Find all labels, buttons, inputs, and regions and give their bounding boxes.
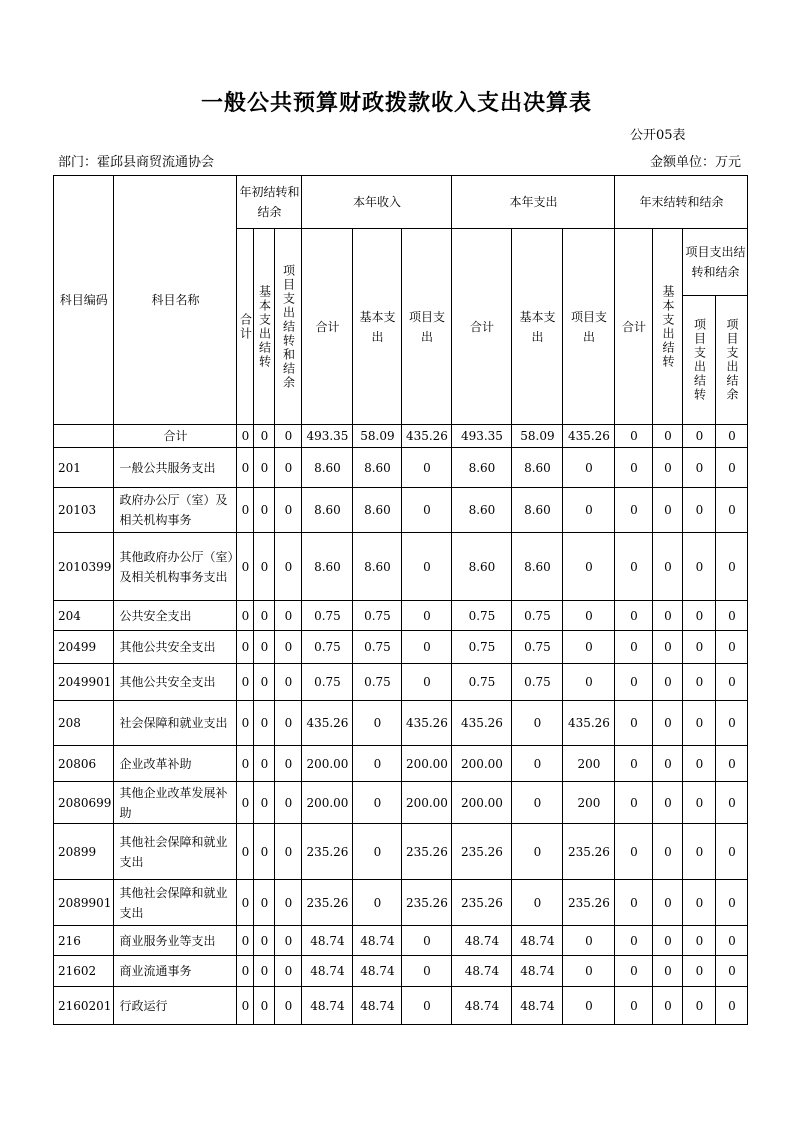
cell-name: 其他政府办公厅（室）及相关机构事务支出	[114, 533, 237, 601]
cell-value: 0	[254, 425, 275, 448]
cell-value: 8.60	[512, 488, 563, 533]
budget-table	[53, 175, 748, 1025]
cell-value: 0	[275, 533, 302, 601]
cell-value: 0.75	[512, 664, 563, 701]
cell-value: 493.35	[452, 425, 512, 448]
cell-value: 0	[683, 448, 716, 488]
table-row	[54, 746, 748, 782]
cell-value: 0	[237, 448, 254, 488]
table-row	[54, 533, 748, 601]
cell-value: 0	[275, 425, 302, 448]
cell-value: 0	[683, 782, 716, 824]
cell-value: 0	[653, 701, 683, 746]
header-end: 年末结转和结余	[615, 176, 748, 229]
cell-name: 其他社会保障和就业支出	[114, 824, 237, 880]
cell-value: 0	[615, 956, 653, 987]
cell-value: 48.74	[512, 956, 563, 987]
table-row	[54, 701, 748, 746]
cell-value: 0	[716, 664, 748, 701]
cell-code: 2049901	[54, 664, 114, 701]
cell-value: 0	[716, 448, 748, 488]
cell-value: 0	[716, 746, 748, 782]
cell-value: 235.26	[302, 824, 353, 880]
cell-value: 0	[653, 926, 683, 956]
cell-value: 0	[237, 701, 254, 746]
cell-value: 0	[254, 746, 275, 782]
cell-value: 0	[512, 782, 563, 824]
cell-value: 0	[653, 664, 683, 701]
cell-name: 其他公共安全支出	[114, 631, 237, 664]
cell-value: 0.75	[302, 631, 353, 664]
table-row	[54, 488, 748, 533]
table-row	[54, 631, 748, 664]
header-income-basic: 基本支出	[353, 229, 402, 425]
cell-value: 0	[716, 533, 748, 601]
cell-value: 0	[683, 824, 716, 880]
cell-value: 48.74	[353, 926, 402, 956]
cell-value: 0	[563, 533, 615, 601]
cell-value: 0	[563, 448, 615, 488]
cell-value: 0	[237, 488, 254, 533]
cell-value: 0	[563, 601, 615, 631]
cell-value: 8.60	[452, 488, 512, 533]
cell-value: 0	[563, 956, 615, 987]
cell-value: 235.26	[452, 880, 512, 926]
table-row	[54, 664, 748, 701]
cell-code: 216	[54, 926, 114, 956]
cell-code: 2089901	[54, 880, 114, 926]
cell-value: 0.75	[302, 601, 353, 631]
cell-value: 0	[275, 746, 302, 782]
cell-value: 0	[716, 880, 748, 926]
cell-value: 235.26	[563, 824, 615, 880]
cell-value: 8.60	[452, 448, 512, 488]
cell-value: 0.75	[353, 631, 402, 664]
cell-value: 200	[563, 746, 615, 782]
cell-value: 0	[563, 488, 615, 533]
cell-value: 0.75	[452, 664, 512, 701]
cell-value: 435.26	[563, 425, 615, 448]
cell-value: 200.00	[302, 746, 353, 782]
cell-value: 8.60	[353, 448, 402, 488]
header-begin-basic: 基本支出结转	[257, 284, 272, 369]
cell-name: 社会保障和就业支出	[114, 701, 237, 746]
table-row	[54, 926, 748, 956]
cell-code: 2010399	[54, 533, 114, 601]
cell-value: 0	[615, 746, 653, 782]
cell-code	[54, 425, 114, 448]
cell-name: 商业服务业等支出	[114, 926, 237, 956]
cell-value: 0	[254, 987, 275, 1025]
cell-value: 0	[615, 782, 653, 824]
cell-value: 0	[353, 746, 402, 782]
cell-value: 48.74	[512, 987, 563, 1025]
header-end-project: 项目支出结转和结余	[683, 229, 748, 296]
cell-value: 0	[254, 533, 275, 601]
cell-value: 58.09	[353, 425, 402, 448]
cell-name: 其他企业改革发展补助	[114, 782, 237, 824]
header-code: 科目编码	[54, 176, 114, 425]
header-expense-project: 项目支出	[563, 229, 615, 425]
cell-value: 0	[237, 926, 254, 956]
cell-value: 0	[237, 782, 254, 824]
cell-value: 0.75	[452, 601, 512, 631]
cell-value: 0.75	[452, 631, 512, 664]
cell-value: 0	[653, 448, 683, 488]
cell-value: 0	[237, 880, 254, 926]
cell-value: 0	[653, 987, 683, 1025]
cell-value: 0	[615, 448, 653, 488]
header-end-project-carry: 项目支出结转	[692, 318, 707, 402]
cell-value: 0	[237, 631, 254, 664]
cell-value: 0	[402, 533, 452, 601]
cell-value: 435.26	[402, 425, 452, 448]
cell-value: 0	[563, 631, 615, 664]
cell-value: 48.74	[512, 926, 563, 956]
cell-code: 20806	[54, 746, 114, 782]
page-title: 一般公共预算财政拨款收入支出决算表	[200, 90, 592, 116]
cell-value: 8.60	[452, 533, 512, 601]
cell-name: 公共安全支出	[114, 601, 237, 631]
cell-name: 行政运行	[114, 987, 237, 1025]
cell-value: 48.74	[302, 956, 353, 987]
cell-value: 8.60	[512, 533, 563, 601]
cell-value: 8.60	[512, 448, 563, 488]
cell-value: 0	[683, 601, 716, 631]
cell-value: 0	[237, 664, 254, 701]
cell-value: 0	[683, 631, 716, 664]
header-expense-total: 合计	[452, 229, 512, 425]
table-row	[54, 880, 748, 926]
cell-value: 0	[237, 956, 254, 987]
table-row	[54, 956, 748, 987]
cell-value: 0.75	[512, 631, 563, 664]
cell-value: 235.26	[452, 824, 512, 880]
cell-value: 0	[254, 601, 275, 631]
cell-value: 0	[615, 533, 653, 601]
cell-value: 8.60	[302, 488, 353, 533]
cell-value: 0	[275, 664, 302, 701]
cell-value: 200	[563, 782, 615, 824]
cell-value: 48.74	[302, 926, 353, 956]
cell-code: 208	[54, 701, 114, 746]
cell-value: 235.26	[402, 824, 452, 880]
cell-value: 0	[353, 701, 402, 746]
cell-value: 0	[275, 631, 302, 664]
cell-value: 0	[512, 701, 563, 746]
cell-name: 企业改革补助	[114, 746, 237, 782]
cell-value: 0	[653, 425, 683, 448]
header-income: 本年收入	[302, 176, 452, 229]
table-row	[54, 601, 748, 631]
cell-value: 0	[402, 448, 452, 488]
cell-value: 0	[254, 956, 275, 987]
cell-value: 0	[275, 956, 302, 987]
cell-value: 0	[653, 601, 683, 631]
cell-value: 0	[402, 488, 452, 533]
cell-value: 0	[402, 601, 452, 631]
cell-value: 0	[615, 631, 653, 664]
cell-value: 435.26	[402, 701, 452, 746]
cell-value: 0	[716, 488, 748, 533]
cell-value: 58.09	[512, 425, 563, 448]
cell-value: 235.26	[563, 880, 615, 926]
cell-code: 20103	[54, 488, 114, 533]
cell-value: 0	[653, 824, 683, 880]
header-name: 科目名称	[114, 176, 237, 425]
header-expense-basic: 基本支出	[512, 229, 563, 425]
cell-value: 48.74	[452, 926, 512, 956]
cell-value: 0	[237, 425, 254, 448]
cell-value: 435.26	[563, 701, 615, 746]
cell-code: 21602	[54, 956, 114, 987]
cell-value: 0	[402, 664, 452, 701]
cell-code: 20899	[54, 824, 114, 880]
cell-value: 0	[254, 631, 275, 664]
cell-value: 0	[237, 533, 254, 601]
cell-value: 0	[563, 987, 615, 1025]
table-body	[54, 425, 748, 1025]
cell-value: 0	[353, 824, 402, 880]
cell-value: 0	[716, 631, 748, 664]
cell-value: 0	[716, 987, 748, 1025]
cell-value: 0	[563, 664, 615, 701]
cell-value: 48.74	[353, 956, 402, 987]
cell-value: 200.00	[452, 782, 512, 824]
cell-value: 0	[615, 987, 653, 1025]
cell-value: 0	[254, 824, 275, 880]
table-row	[54, 782, 748, 824]
cell-value: 48.74	[452, 987, 512, 1025]
table-row	[54, 987, 748, 1025]
cell-value: 0	[716, 601, 748, 631]
header-expense: 本年支出	[452, 176, 615, 229]
cell-value: 493.35	[302, 425, 353, 448]
cell-value: 0	[683, 488, 716, 533]
cell-value: 0	[716, 782, 748, 824]
cell-value: 0	[402, 987, 452, 1025]
cell-value: 0	[653, 880, 683, 926]
cell-value: 0	[254, 926, 275, 956]
cell-value: 0	[512, 746, 563, 782]
cell-name: 其他社会保障和就业支出	[114, 880, 237, 926]
cell-value: 200.00	[402, 782, 452, 824]
cell-value: 0	[402, 926, 452, 956]
cell-code: 204	[54, 601, 114, 631]
cell-value: 0	[615, 601, 653, 631]
cell-value: 8.60	[302, 448, 353, 488]
cell-value: 0.75	[302, 664, 353, 701]
cell-name: 一般公共服务支出	[114, 448, 237, 488]
cell-value: 0	[402, 631, 452, 664]
table-row	[54, 824, 748, 880]
cell-value: 0	[275, 987, 302, 1025]
cell-value: 0	[615, 701, 653, 746]
header-end-basic: 基本支出结转	[660, 284, 675, 369]
cell-value: 0.75	[353, 601, 402, 631]
cell-value: 0	[683, 664, 716, 701]
cell-value: 0.75	[512, 601, 563, 631]
cell-value: 0	[615, 664, 653, 701]
cell-value: 0	[275, 701, 302, 746]
cell-value: 200.00	[452, 746, 512, 782]
cell-value: 0	[275, 448, 302, 488]
cell-code: 2080699	[54, 782, 114, 824]
cell-value: 0	[254, 448, 275, 488]
header-begin-total: 合计	[238, 312, 253, 341]
cell-value: 0	[254, 701, 275, 746]
cell-value: 0	[653, 782, 683, 824]
cell-value: 0	[237, 987, 254, 1025]
header-begin: 年初结转和结余	[237, 176, 302, 229]
cell-value: 8.60	[353, 533, 402, 601]
cell-value: 435.26	[452, 701, 512, 746]
cell-value: 0	[683, 987, 716, 1025]
cell-value: 0	[512, 880, 563, 926]
cell-value: 0	[275, 880, 302, 926]
cell-value: 200.00	[402, 746, 452, 782]
cell-value: 0	[716, 956, 748, 987]
cell-value: 435.26	[302, 701, 353, 746]
table-row	[54, 448, 748, 488]
cell-value: 0	[563, 926, 615, 956]
cell-value: 0	[254, 488, 275, 533]
cell-value: 0	[615, 926, 653, 956]
header-begin-project: 项目支出结转和结余	[281, 263, 296, 390]
cell-value: 0	[254, 782, 275, 824]
header-income-total: 合计	[302, 229, 353, 425]
cell-value: 0	[716, 926, 748, 956]
cell-value: 48.74	[452, 956, 512, 987]
cell-value: 0	[716, 701, 748, 746]
cell-value: 0	[254, 664, 275, 701]
header-end-total: 合计	[615, 229, 653, 425]
cell-value: 48.74	[302, 987, 353, 1025]
cell-value: 0	[353, 782, 402, 824]
cell-value: 0	[653, 631, 683, 664]
cell-name: 其他公共安全支出	[114, 664, 237, 701]
cell-value: 0	[275, 601, 302, 631]
cell-value: 0	[512, 824, 563, 880]
header-income-project: 项目支出	[402, 229, 452, 425]
cell-value: 48.74	[353, 987, 402, 1025]
cell-value: 8.60	[353, 488, 402, 533]
cell-value: 0	[237, 601, 254, 631]
cell-value: 0	[683, 926, 716, 956]
cell-code: 2160201	[54, 987, 114, 1025]
department-label: 部门：霍邱县商贸流通协会	[58, 155, 215, 170]
cell-value: 0	[683, 880, 716, 926]
cell-value: 0	[653, 533, 683, 601]
cell-value: 0	[683, 956, 716, 987]
table-row	[54, 425, 748, 448]
cell-code: 201	[54, 448, 114, 488]
cell-name: 政府办公厅（室）及相关机构事务	[114, 488, 237, 533]
cell-value: 0	[615, 488, 653, 533]
cell-value: 0	[237, 824, 254, 880]
cell-value: 0	[275, 782, 302, 824]
cell-name: 商业流通事务	[114, 956, 237, 987]
cell-value: 0	[683, 425, 716, 448]
cell-value: 0	[275, 926, 302, 956]
cell-value: 0	[237, 746, 254, 782]
cell-value: 0	[716, 425, 748, 448]
cell-value: 0	[653, 956, 683, 987]
cell-value: 0	[615, 425, 653, 448]
cell-value: 0	[402, 956, 452, 987]
unit-label: 金额单位：万元	[650, 155, 742, 170]
cell-value: 235.26	[402, 880, 452, 926]
cell-value: 0	[653, 488, 683, 533]
cell-value: 0	[683, 746, 716, 782]
cell-value: 0	[254, 880, 275, 926]
cell-value: 0	[683, 533, 716, 601]
cell-code: 20499	[54, 631, 114, 664]
form-number: 公开05表	[630, 128, 686, 143]
cell-value: 0	[275, 824, 302, 880]
header-end-project-balance: 项目支出结余	[724, 318, 739, 402]
cell-value: 0	[683, 701, 716, 746]
cell-value: 0	[615, 880, 653, 926]
cell-name: 合计	[114, 425, 237, 448]
cell-value: 0.75	[353, 664, 402, 701]
cell-value: 200.00	[302, 782, 353, 824]
cell-value: 0	[716, 824, 748, 880]
cell-value: 0	[615, 824, 653, 880]
cell-value: 0	[353, 880, 402, 926]
cell-value: 0	[653, 746, 683, 782]
cell-value: 235.26	[302, 880, 353, 926]
cell-value: 8.60	[302, 533, 353, 601]
cell-value: 0	[275, 488, 302, 533]
